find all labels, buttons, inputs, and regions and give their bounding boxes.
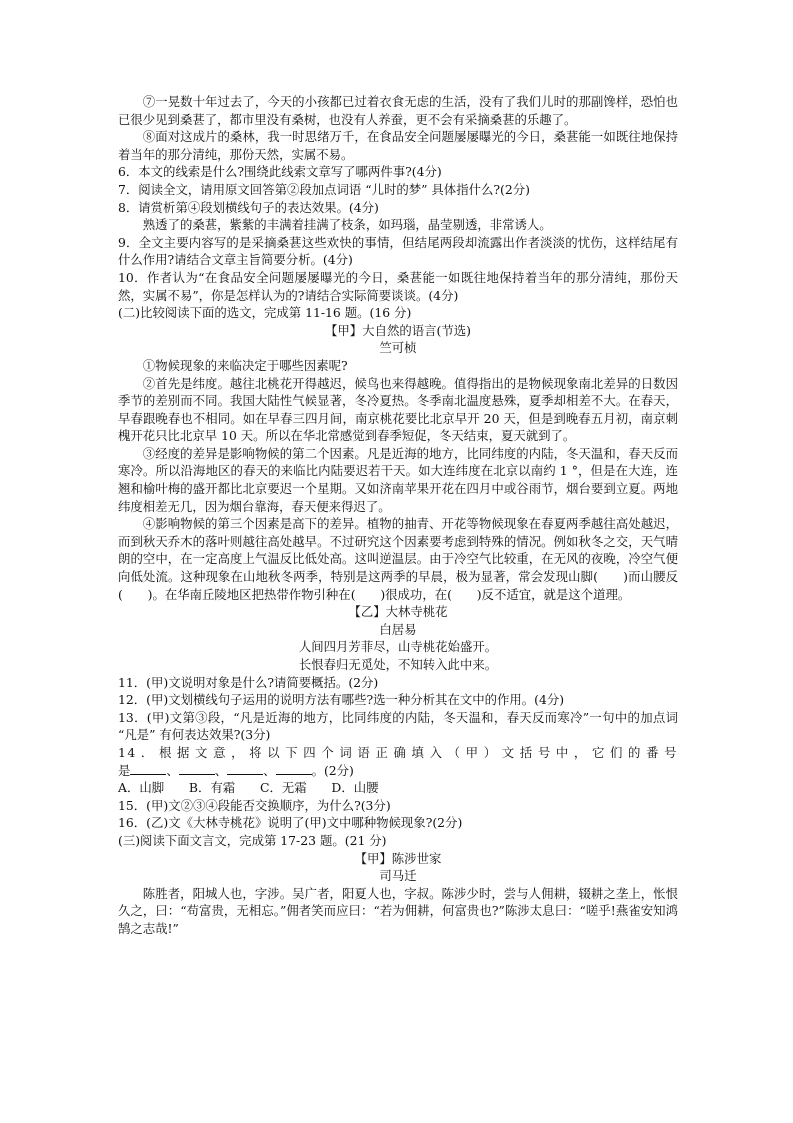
answer-blank-1[interactable] (130, 762, 166, 775)
section-3-author-a: 司马迁 (379, 868, 417, 884)
question-14: 14．根据文意，将以下四个词语正确填入（甲）文括号中，它们的番号 (118, 744, 678, 760)
question-8: 8．请赏析第④段划横线句子的表达效果。(4分) (118, 199, 379, 215)
question-6: 6．本文的线索是什么?围绕此线索文章写了哪两件事?(4分) (118, 164, 442, 180)
poem-line-2: 长恨春归无觅处，不知转入此中来。 (298, 657, 498, 672)
question-8-sentence: 熟透了的桑葚，紫紫的丰满着挂满了枝条，如玛瑙，晶莹剔透，非常诱人。 (142, 217, 552, 233)
question-14-answer-line: 是 、 、 、 。(2分) (118, 762, 354, 778)
question-14-prefix: 是 (118, 762, 131, 778)
question-11: 11．(甲)文说明对象是什么?请简要概括。(2分) (118, 674, 379, 690)
question-12: 12．(甲)文划横线句子运用的说明方法有哪些?选一种分析其在文中的作用。(4分) (118, 692, 565, 708)
answer-blank-2[interactable] (179, 762, 215, 775)
question-10: 10．作者认为“在食品安全问题屡屡曝光的今日，桑葚能一如既往地保持着当年的那分清纯，那份天然，实属不易”，你是怎样认为的?请结合实际简要谈谈。(4分) (118, 269, 678, 303)
section-2-header: (二)比较阅读下面的选文，完成第 11-16 题。(16 分) (118, 305, 412, 321)
answer-blank-4[interactable] (276, 762, 312, 775)
answer-blank-3[interactable] (227, 762, 263, 775)
section-3-header: (三)阅读下面文言文，完成第 17-23 题。(21 分) (118, 832, 387, 848)
question-13: 13．(甲)文第③段，“凡是近海的地方，比同纬度的内陆，冬天温和，春天反而寒冷”一句中的加点词 “凡是” 有何表达效果?(3分) (118, 709, 678, 743)
section-2-title-a: 【甲】大自然的语言(节选) (325, 322, 471, 338)
poem-line-1: 人间四月芳菲尽，山寺桃花始盛开。 (298, 639, 498, 655)
section-2-author-a: 竺可桢 (379, 340, 417, 356)
passage-a-paragraph-3: ③经度的差异是影响物候的第二个因素。凡是近海的地方，比同纬度的内陆，冬天温和，春天反而寒冷。所以沿海地区的春天的来临比内陆要迟若干天。如大连纬度在北京以南约 1 °，但是在大连，连翘和榆叶梅的盛开都比北京要迟一个星期。又如济南苹果开花在四月中或谷雨节，烟台要到立夏。两地纬度相差无几，因为烟台靠海，春天便来得迟了。 (118, 445, 678, 514)
passage-a-paragraph-4: ④影响物候的第三个因素是高下的差异。植物的抽青、开花等物候现象在春夏两季越往高处越迟，而到秋天乔木的落叶则越往高处越早。不过研究这个因素要考虑到特殊的情况。例如秋冬之交，天气晴朗的空中，在一定高度上气温反比低处高。这叫逆温层。由于冷空气比较重，在无风的夜晚，冷空气便向低处流。这种现象在山地秋冬两季，特别是这两季的早晨，极为显著，常会发现山脚( )而山腰反( )。在华南丘陵地区把热带作物引种在( )很成功，在( )反不适宜，就是这个道理。 (118, 516, 678, 602)
passage-3-paragraph-1: 陈胜者，阳城人也，字涉。吴广者，阳夏人也，字叔。陈涉少时，尝与人佣耕，辍耕之垄上，怅恨久之，曰：“苟富贵，无相忘。”佣者笑而应曰：“若为佣耕，何富贵也?”陈涉太息曰：“嗟乎!燕雀安知鸿鹄之志哉!” (118, 885, 678, 936)
question-9: 9．全文主要内容写的是采摘桑葚这些欢快的事情，但结尾两段却流露出作者淡淡的忧伤，这样结尾有什么作用?请结合文章主旨简要分析。(4分) (118, 234, 678, 268)
question-14-options: A．山脚 B．有霜 C．无霜 D．山腰 (118, 780, 379, 796)
question-7: 7．阅读全文，请用原文回答第②段加点词语 “儿时的梦” 具体指什么?(2分) (118, 181, 530, 197)
question-16: 16．(乙)文《大林寺桃花》说明了(甲)文中哪种物候现象?(2分) (118, 815, 463, 831)
question-14-suffix: 。(2分) (311, 762, 354, 778)
paragraph-7: ⑦一晃数十年过去了，今天的小孩都已过着衣食无虑的生活，没有了我们儿时的那副馋样，恐怕也已很少见到桑葚了，都市里没有桑树，也没有人养蚕，更不会有采摘桑葚的乐趣了。 (118, 94, 678, 127)
section-2-title-b: 【乙】大林寺桃花 (348, 604, 448, 620)
paragraph-8: ⑧面对这成片的桑林，我一时思绪万千，在食品安全问题屡屡曝光的今日，桑葚能一如既往地保持着当年的那分清纯，那份天然，实属不易。 (118, 129, 678, 162)
section-2-author-b: 白居易 (379, 621, 417, 637)
passage-a-paragraph-1: ①物候现象的来临决定于哪些因素呢? (142, 357, 348, 373)
question-15: 15．(甲)文②③④段能否交换顺序，为什么?(3分) (118, 797, 391, 813)
passage-a-paragraph-2: ②首先是纬度。越往北桃花开得越迟，候鸟也来得越晚。值得指出的是物候现象南北差异的日数因季节的差别而不同。我国大陆性气候显著，冬冷夏热。冬季南北温度悬殊，夏季却相差不大。在春天，早春跟晚春也不相同。如在早春三四月间，南京桃花要比北京早开 20 天，但是到晚春五月初，南京刺槐开花只比北京早 10 天。所以在华北常感觉到春季短促，冬天结束，夏天就到了。 (118, 375, 678, 444)
section-3-title-a: 【甲】陈涉世家 (354, 850, 442, 866)
document-page (118, 93, 678, 938)
